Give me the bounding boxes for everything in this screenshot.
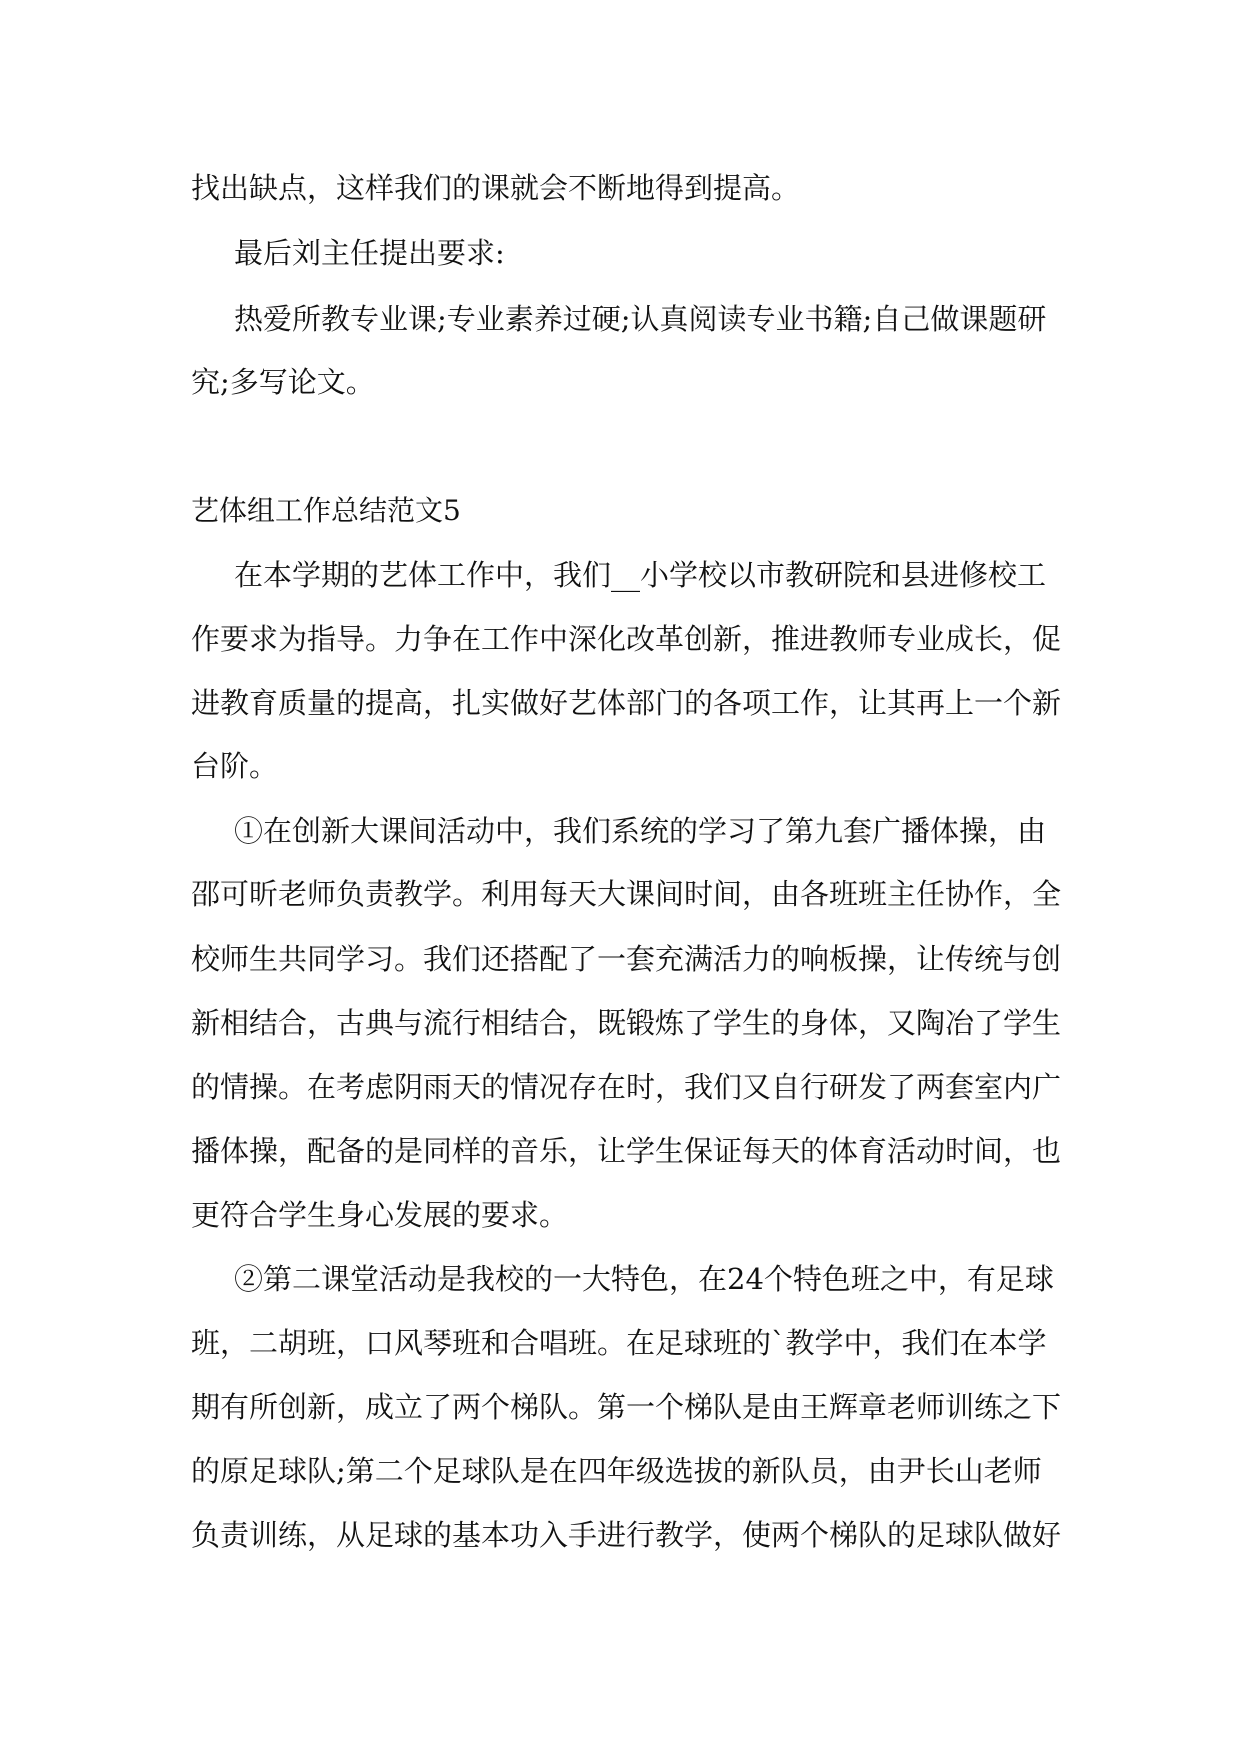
paragraph-line: 在本学期的艺体工作中，我们__小学校以市教研院和县进修校工: [234, 558, 1047, 592]
paragraph-line: ②第二课堂活动是我校的一大特色，在24个特色班之中，有足球: [234, 1262, 1054, 1296]
paragraph-line: 最后刘主任提出要求:: [234, 236, 505, 270]
paragraph-line: 班，二胡班，口风琴班和合唱班。在足球班的`教学中，我们在本学: [191, 1326, 1047, 1360]
paragraph-line: 校师生共同学习。我们还搭配了一套充满活力的响板操，让传统与创: [191, 942, 1062, 976]
paragraph-line: 更符合学生身心发展的要求。: [191, 1198, 569, 1232]
paragraph-line: 邵可昕老师负责教学。利用每天大课间时间，由各班班主任协作，全: [191, 877, 1062, 911]
paragraph-line: 的原足球队;第二个足球队是在四年级选拔的新队员，由尹长山老师: [191, 1454, 1042, 1488]
paragraph-line: 新相结合，古典与流行相结合，既锻炼了学生的身体，又陶冶了学生: [191, 1006, 1062, 1040]
paragraph-line: 找出缺点，这样我们的课就会不断地得到提高。: [191, 171, 801, 205]
paragraph-line: 播体操，配备的是同样的音乐，让学生保证每天的体育活动时间，也: [191, 1134, 1062, 1168]
paragraph-line: 期有所创新，成立了两个梯队。第一个梯队是由王辉章老师训练之下: [191, 1390, 1062, 1424]
paragraph-line: 的情操。在考虑阴雨天的情况存在时，我们又自行研发了两套室内广: [191, 1070, 1062, 1104]
paragraph-line: 负责训练，从足球的基本功入手进行教学，使两个梯队的足球队做好: [191, 1518, 1062, 1552]
paragraph-line: 台阶。: [191, 749, 279, 783]
paragraph-line: 进教育质量的提高，扎实做好艺体部门的各项工作，让其再上一个新: [191, 686, 1062, 720]
paragraph-line: 热爱所教专业课;专业素养过硬;认真阅读专业书籍;自己做课题研: [234, 302, 1047, 336]
paragraph-line: 究;多写论文。: [191, 365, 375, 399]
section-heading: 艺体组工作总结范文5: [191, 494, 461, 527]
paragraph-line: ①在创新大课间活动中，我们系统的学习了第九套广播体操，由: [234, 814, 1047, 848]
paragraph-line: 作要求为指导。力争在工作中深化改革创新，推进教师专业成长，促: [191, 622, 1062, 656]
